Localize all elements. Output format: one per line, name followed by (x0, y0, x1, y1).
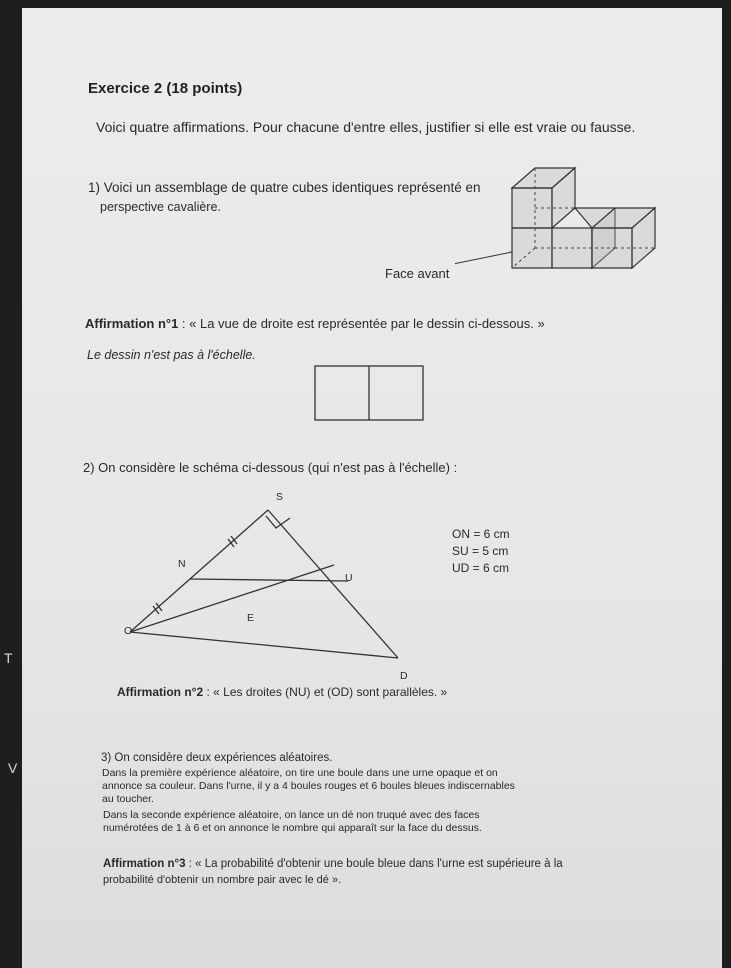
scale-note: Le dessin n'est pas à l'échelle. (87, 348, 256, 362)
q3-p1-line2: annonce sa couleur. Dans l'urne, il y a 4 boules rouges et 6 boules bleues indiscernables (102, 780, 515, 792)
exercise-intro: Voici quatre affirmations. Pour chacune d'entre elles, justifier si elle est vraie ou fausse. (96, 119, 636, 135)
right-view-drawing (313, 364, 425, 422)
point-u-label: U (345, 572, 353, 584)
q3-experiment-2 (103, 809, 482, 835)
affirmation-1-label: Affirmation n°1 (85, 316, 179, 331)
measure-on: ON = 6 cm (452, 527, 510, 541)
measure-su: SU = 5 cm (452, 544, 509, 558)
cube-upper-front (512, 188, 552, 228)
point-o-label: O (124, 625, 133, 637)
affirmation-3 (103, 858, 563, 870)
affirmation-1-text: : « La vue de droite est représentée par le dessin ci-dessous. » (178, 316, 545, 331)
q1-text-line2: perspective cavalière. (100, 200, 221, 214)
point-d-label: D (400, 670, 408, 682)
point-s-label: S (276, 491, 284, 503)
affirmation-3-text-line2: probabilité d'obtenir un nombre pair avec le dé ». (103, 874, 342, 886)
margin-letter-v: V (8, 760, 18, 776)
affirmation-2 (117, 685, 447, 699)
face-avant-label: Face avant (385, 266, 450, 281)
point-e-label: E (247, 612, 255, 624)
cube-lower-left-front (512, 228, 552, 268)
q3-p2-line1: Dans la seconde expérience aléatoire, on lance un dé non truqué avec des faces (103, 809, 480, 821)
margin-letter-t: T (4, 650, 13, 666)
segment-sd (268, 510, 398, 658)
segment-nu (190, 579, 348, 581)
point-n-label: N (178, 558, 186, 570)
face-avant-pointer (455, 252, 512, 278)
exercise-title: Exercice 2 (18 points) (88, 80, 243, 97)
triangle-diagram (100, 480, 430, 690)
q3-experiment-1 (102, 767, 515, 806)
cube-assembly-figure (455, 160, 670, 295)
affirmation-2-label: Affirmation n°2 (117, 685, 204, 699)
q3-p1-line1: Dans la première expérience aléatoire, on tire une boule dans une urne opaque et on (102, 767, 498, 779)
measure-ud: UD = 6 cm (452, 561, 510, 575)
q3-p2-line2: numérotées de 1 à 6 et on annonce le nombre qui apparaît sur la face du dessus. (103, 822, 482, 834)
segment-ou (130, 565, 334, 632)
affirmation-3-label: Affirmation n°3 (103, 858, 186, 870)
affirmation-1 (85, 316, 545, 331)
segment-od (130, 632, 398, 658)
q3-p1-line3: au toucher. (102, 793, 154, 805)
q3-intro: 3) On considère deux expériences aléatoires. (101, 752, 333, 764)
q2-intro: 2) On considère le schéma ci-dessous (qui n'est pas à l'échelle) : (83, 460, 458, 475)
affirmation-3-text: : « La probabilité d'obtenir une boule bleue dans l'urne est supérieure à la (185, 858, 563, 870)
affirmation-2-text: : « Les droites (NU) et (OD) sont parallèles. » (203, 685, 448, 699)
q1-text-line1: 1) Voici un assemblage de quatre cubes identiques représenté en (88, 180, 481, 195)
